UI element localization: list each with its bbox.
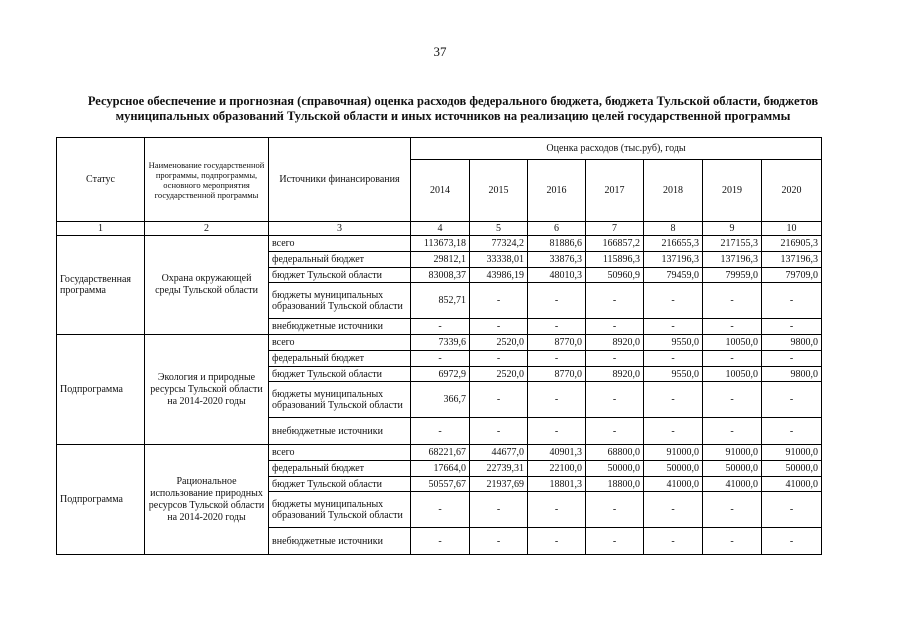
amount-cell: 18800,0 [586,477,644,492]
funding-source: всего [269,236,411,252]
amount-cell: - [411,351,470,367]
funding-source: внебюджетные источники [269,528,411,555]
amount-cell: 48010,3 [528,268,586,283]
amount-cell: 137196,3 [703,252,762,268]
amount-cell: 10050,0 [703,335,762,351]
amount-cell: 50000,0 [703,461,762,477]
amount-cell: 50960,9 [586,268,644,283]
column-index: 9 [703,222,762,236]
amount-cell: - [644,319,703,335]
funding-source: всего [269,335,411,351]
amount-cell: 9800,0 [762,335,822,351]
amount-cell: 41000,0 [762,477,822,492]
amount-cell: 33876,3 [528,252,586,268]
program-name: Рациональное использование природных ресурсов Тульской области на 2014-2020 годы [145,445,269,555]
column-index-row [57,222,822,236]
amount-cell: - [586,319,644,335]
amount-cell: - [703,418,762,445]
column-index: 10 [762,222,822,236]
amount-cell: - [644,528,703,555]
amount-cell: 91000,0 [703,445,762,461]
amount-cell: - [762,528,822,555]
amount-cell: 44677,0 [470,445,528,461]
funding-source: внебюджетные источники [269,418,411,445]
amount-cell: - [470,528,528,555]
amount-cell: 2520,0 [470,335,528,351]
header-year: 2019 [703,160,762,222]
amount-cell: 166857,2 [586,236,644,252]
amount-cell: - [528,319,586,335]
funding-source: бюджет Тульской области [269,477,411,492]
amount-cell: 9550,0 [644,335,703,351]
funding-source: внебюджетные источники [269,319,411,335]
amount-cell: 7339,6 [411,335,470,351]
amount-cell: 79459,0 [644,268,703,283]
amount-cell: - [762,418,822,445]
amount-cell: 41000,0 [644,477,703,492]
amount-cell: 68221,67 [411,445,470,461]
column-index: 4 [411,222,470,236]
program-name: Экология и природные ресурсы Тульской области на 2014-2020 годы [145,335,269,445]
amount-cell: - [411,319,470,335]
amount-cell: 81886,6 [528,236,586,252]
amount-cell: 216905,3 [762,236,822,252]
amount-cell: 40901,3 [528,445,586,461]
amount-cell: - [470,418,528,445]
amount-cell: 22100,0 [528,461,586,477]
program-name: Охрана окружающей среды Тульской области [145,236,269,335]
column-index: 6 [528,222,586,236]
amount-cell: 91000,0 [762,445,822,461]
amount-cell: 8770,0 [528,335,586,351]
amount-cell: 22739,31 [470,461,528,477]
amount-cell: - [470,351,528,367]
amount-cell: - [528,528,586,555]
amount-cell: 21937,69 [470,477,528,492]
amount-cell: 29812,1 [411,252,470,268]
amount-cell: 43986,19 [470,268,528,283]
amount-cell: 91000,0 [644,445,703,461]
funding-source: бюджет Тульской области [269,268,411,283]
amount-cell: 77324,2 [470,236,528,252]
header-year: 2020 [762,160,822,222]
amount-cell: - [703,351,762,367]
amount-cell: 137196,3 [644,252,703,268]
funding-source: всего [269,445,411,461]
amount-cell: 115896,3 [586,252,644,268]
amount-cell: - [586,492,644,528]
funding-source: федеральный бюджет [269,351,411,367]
amount-cell: - [586,351,644,367]
table-row [57,335,822,351]
page-number: 37 [433,44,447,59]
amount-cell: - [703,528,762,555]
header-sources: Источники финансирования [269,138,411,222]
amount-cell: 79709,0 [762,268,822,283]
amount-cell: - [528,418,586,445]
amount-cell: 17664,0 [411,461,470,477]
funding-source: бюджеты муниципальных образований Тульской области [269,382,411,418]
amount-cell: - [644,351,703,367]
funding-source: бюджет Тульской области [269,367,411,382]
table-row [57,236,822,252]
column-index: 5 [470,222,528,236]
amount-cell: - [762,492,822,528]
amount-cell: 79959,0 [703,268,762,283]
amount-cell: - [586,418,644,445]
amount-cell: 18801,3 [528,477,586,492]
program-status: Государственная программа [57,236,145,335]
header-year: 2015 [470,160,528,222]
column-index: 3 [269,222,411,236]
amount-cell: 50557,67 [411,477,470,492]
amount-cell: - [762,382,822,418]
column-index: 2 [145,222,269,236]
funding-source: федеральный бюджет [269,461,411,477]
amount-cell: - [411,492,470,528]
program-status: Подпрограмма [57,445,145,555]
amount-cell: - [644,283,703,319]
amount-cell: 8920,0 [586,335,644,351]
amount-cell: - [470,319,528,335]
program-status: Подпрограмма [57,335,145,445]
header-year: 2018 [644,160,703,222]
amount-cell: - [703,492,762,528]
amount-cell: 217155,3 [703,236,762,252]
amount-cell: 68800,0 [586,445,644,461]
header-name: Наименование государственной программы, подпрограммы, основного мероприятия государственной программы [145,138,269,222]
amount-cell: 50000,0 [762,461,822,477]
amount-cell: - [470,382,528,418]
budget-table [56,137,822,555]
amount-cell: - [644,382,703,418]
header-estimate: Оценка расходов (тыс.руб), годы [411,138,822,160]
amount-cell: 10050,0 [703,367,762,382]
column-index: 8 [644,222,703,236]
amount-cell: - [762,351,822,367]
amount-cell: - [470,283,528,319]
column-index: 1 [57,222,145,236]
amount-cell: 2520,0 [470,367,528,382]
amount-cell: 366,7 [411,382,470,418]
table-row [57,445,822,461]
amount-cell: 137196,3 [762,252,822,268]
amount-cell: 9550,0 [644,367,703,382]
amount-cell: - [411,418,470,445]
amount-cell: - [470,492,528,528]
amount-cell: 113673,18 [411,236,470,252]
amount-cell: 33338,01 [470,252,528,268]
header-year: 2016 [528,160,586,222]
amount-cell: - [586,382,644,418]
document-title: Ресурсное обеспечение и прогнозная (справочная) оценка расходов федерального бюджета, бюджета Тульской области, бюджетов муниципальных образований Тульской области и иных источников на реализацию целей государственной программы [87,94,819,123]
amount-cell: 41000,0 [703,477,762,492]
amount-cell: - [762,319,822,335]
funding-source: федеральный бюджет [269,252,411,268]
column-index: 7 [586,222,644,236]
amount-cell: - [411,528,470,555]
amount-cell: 852,71 [411,283,470,319]
amount-cell: - [703,382,762,418]
amount-cell: - [528,351,586,367]
header-year: 2017 [586,160,644,222]
amount-cell: 216655,3 [644,236,703,252]
amount-cell: - [528,382,586,418]
amount-cell: - [586,528,644,555]
amount-cell: 50000,0 [586,461,644,477]
amount-cell: - [762,283,822,319]
amount-cell: 50000,0 [644,461,703,477]
amount-cell: 8920,0 [586,367,644,382]
amount-cell: - [528,283,586,319]
amount-cell: 83008,37 [411,268,470,283]
amount-cell: 6972,9 [411,367,470,382]
amount-cell: - [644,492,703,528]
amount-cell: - [644,418,703,445]
amount-cell: 8770,0 [528,367,586,382]
amount-cell: - [586,283,644,319]
funding-source: бюджеты муниципальных образований Тульской области [269,492,411,528]
amount-cell: 9800,0 [762,367,822,382]
funding-source: бюджеты муниципальных образований Тульской области [269,283,411,319]
amount-cell: - [528,492,586,528]
amount-cell: - [703,283,762,319]
amount-cell: - [703,319,762,335]
header-year: 2014 [411,160,470,222]
header-status: Статус [57,138,145,222]
